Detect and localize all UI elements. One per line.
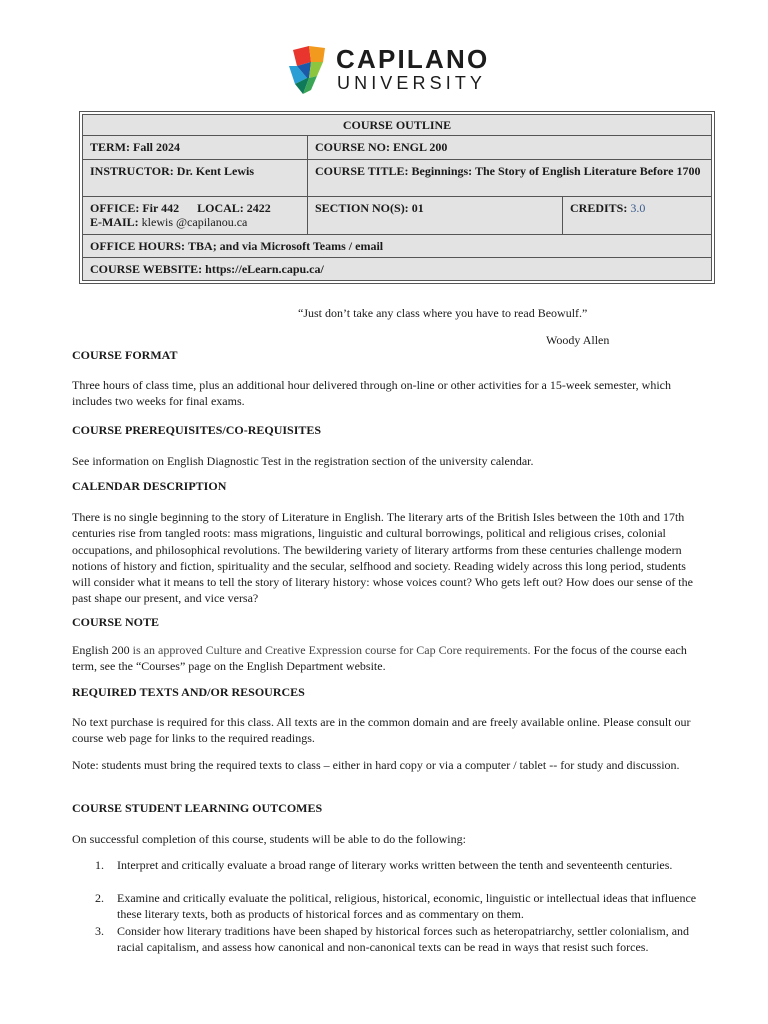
website-label: COURSE WEBSITE: xyxy=(90,262,203,276)
website-cell xyxy=(83,258,712,281)
table-header: COURSE OUTLINE xyxy=(83,115,712,136)
term-value: Fall 2024 xyxy=(133,140,180,154)
email-value: klewis @capilanou.ca xyxy=(141,215,248,229)
course-no-cell xyxy=(308,136,712,160)
local-value: 2422 xyxy=(246,201,271,215)
course-no-value: ENGL 200 xyxy=(393,140,448,154)
website-value: https://eLearn.capu.ca/ xyxy=(205,262,324,276)
local-label: LOCAL: xyxy=(197,201,244,215)
prerequisites-text: See information on English Diagnostic Test in the registration section of the university calendar. xyxy=(72,454,534,468)
course-format-heading: COURSE FORMAT xyxy=(72,348,178,362)
course-outline-table xyxy=(79,111,715,284)
learning-outcomes-intro: On successful completion of this course, students will be able to do the following: xyxy=(72,832,466,846)
instructor-cell xyxy=(83,160,308,197)
credits-label: CREDITS: xyxy=(570,201,628,215)
capilano-logo xyxy=(287,44,490,96)
learning-outcomes-heading: COURSE STUDENT LEARNING OUTCOMES xyxy=(72,801,323,815)
logo-wordmark-line1: CAPILANO xyxy=(336,44,490,74)
office-label: OFFICE: xyxy=(90,201,140,215)
section-cell xyxy=(308,197,563,235)
email-label: E-MAIL: xyxy=(90,215,139,229)
course-note-text-c: For the focus of the course each term, see the “Courses” page on the English Department website. xyxy=(72,643,687,674)
outcome-number: 1. xyxy=(95,858,104,872)
office-hours-cell xyxy=(83,235,712,258)
course-note-text-b: is an approved Culture and Creative Expression course for Cap Core requirements. xyxy=(129,643,531,657)
epigraph-author: Woody Allen xyxy=(546,333,610,347)
section-value: 01 xyxy=(411,201,424,215)
term-cell xyxy=(83,136,308,160)
term-label: TERM: xyxy=(90,140,130,154)
prerequisites-heading: COURSE PREREQUISITES/CO-REQUISITES xyxy=(72,423,322,437)
instructor-value: Dr. Kent Lewis xyxy=(176,164,255,178)
required-texts-paragraph-2: Note: students must bring the required texts to class – either in hard copy or via a computer / tablet -- for study and discussion. xyxy=(72,758,680,772)
outcome-text: Consider how literary traditions have been shaped by historical forces such as heteropatriarchy, settler colonialism, and racial capitalism, and assess how canonical and non-canonical texts can be read in ways that resist such forces. xyxy=(117,924,690,955)
logo-wordmark-line2: UNIVERSITY xyxy=(337,73,487,93)
required-texts-heading: REQUIRED TEXTS AND/OR RESOURCES xyxy=(72,685,305,699)
office-hours-value: TBA; and via Microsoft Teams / email xyxy=(188,239,384,253)
course-title-value: Beginnings: The Story of English Literature Before 1700 xyxy=(411,164,701,178)
instructor-label: INSTRUCTOR: xyxy=(90,164,174,178)
course-title-cell xyxy=(308,160,712,197)
calendar-description-text: There is no single beginning to the story of Literature in English. The literary arts of the British Isles between the 10th and 17th centuries rise from tangled roots: mass migrations, linguistic and cultural borrowings, political and religious crises, colonial occupations, and philosophical revolutions. The bewildering variety of literary artforms from these centuries challenge modern notions of history and fiction, spirituality and the secular, selfhood and society. Reading widely across this long period, students will consider what it means to tell the story of literary history: whose voices count? Who gets left out? How does our sense of the past shape our present, and vice versa? xyxy=(72,510,693,606)
capilano-leaf-icon xyxy=(287,44,331,96)
course-title-label: COURSE TITLE: xyxy=(315,164,409,178)
epigraph-quote: “Just don’t take any class where you have to read Beowulf.” xyxy=(298,306,588,320)
required-texts-paragraph-1: No text purchase is required for this class. All texts are in the common domain and are freely available online. Please consult our course web page for links to the required readings. xyxy=(72,715,691,746)
credits-cell xyxy=(563,197,712,235)
office-hours-label: OFFICE HOURS: xyxy=(90,239,186,253)
course-note-text xyxy=(72,642,702,675)
course-no-label: COURSE NO: xyxy=(315,140,391,154)
course-note-text-a: English 200 xyxy=(72,643,130,657)
outcome-number: 2. xyxy=(95,891,104,905)
section-label: SECTION NO(S): xyxy=(315,201,409,215)
course-format-text: Three hours of class time, plus an additional hour delivered through on-line or other activities for a 15-week semester, which includes two weeks for final exams. xyxy=(72,378,672,409)
office-value: Fir 442 xyxy=(142,201,180,215)
course-note-heading: COURSE NOTE xyxy=(72,615,160,629)
outcome-number: 3. xyxy=(95,924,104,938)
credits-value: 3.0 xyxy=(630,201,646,215)
outcome-text: Interpret and critically evaluate a broad range of literary works written between the tenth and seventeenth centuries. xyxy=(117,858,673,872)
outcome-text: Examine and critically evaluate the political, religious, historical, economic, linguistic or intellectual ideas that influence these literary texts, both as products of historical forces and as commentary on them. xyxy=(117,891,697,922)
office-cell xyxy=(83,197,308,235)
calendar-description-heading: CALENDAR DESCRIPTION xyxy=(72,479,227,493)
